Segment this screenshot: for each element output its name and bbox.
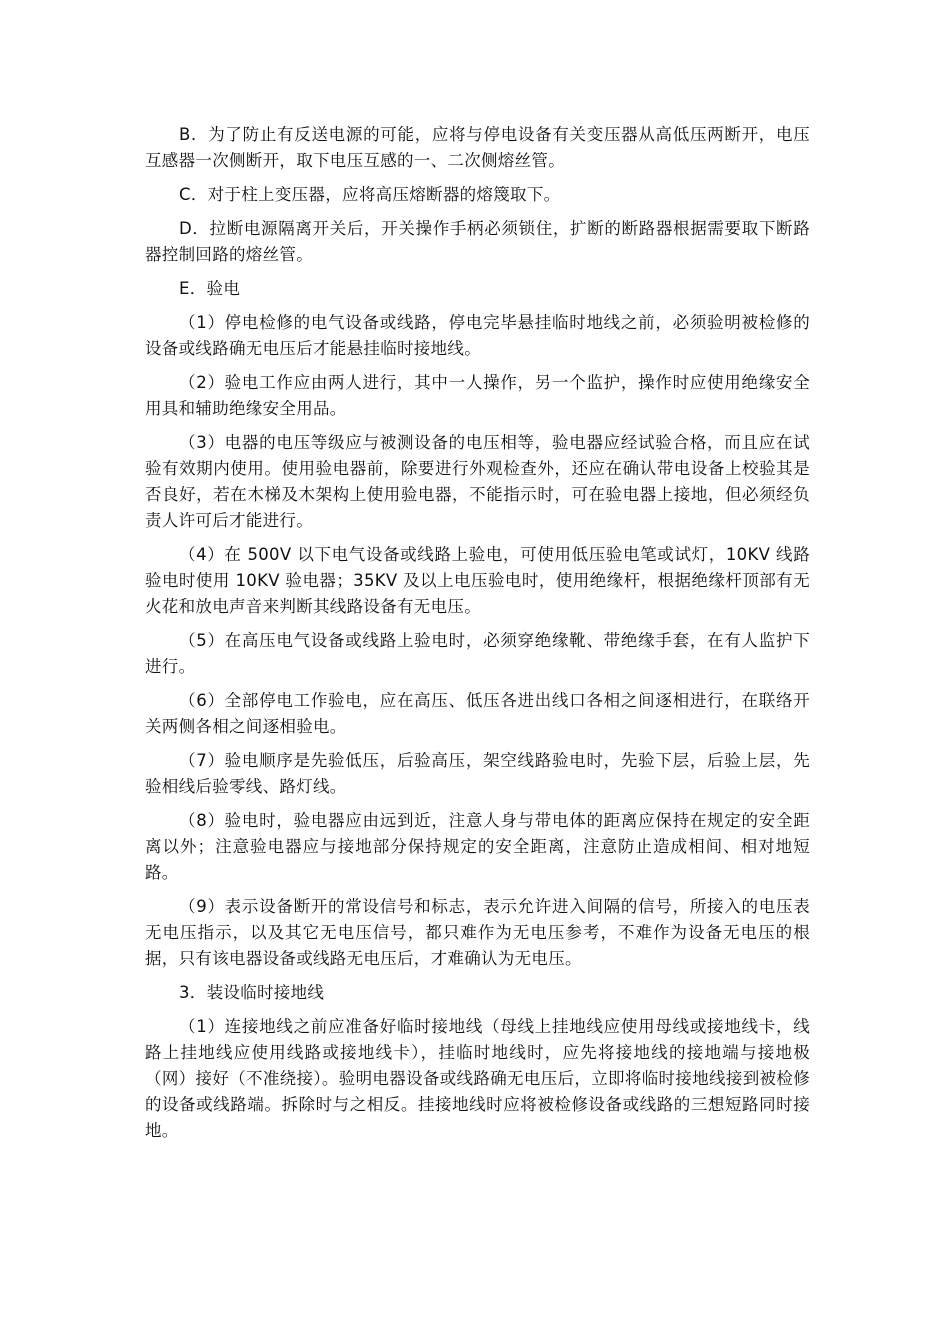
paragraph-ground-1: （1）连接地线之前应准备好临时接地线（母线上挂地线应使用母线或接地线卡，线路上挂地线应使用线路或接地线卡），挂临时地线时，应先将接地线的接地端与接地极（网）接好（不准绕接）。验明电器设备或线路确无电压后，立即将临时接地线接到被检修的设备或线路端。拆除时与之相反。挂接地线时应将被检修设备或线路的三想短路同时接地。 [145, 1017, 810, 1140]
document-body [145, 122, 810, 1152]
section-heading-e: E．验电 [179, 279, 241, 298]
paragraph-b: B．为了防止有反送电源的可能，应将与停电设备有关变压器从高低压两断开，电压互感器一次侧断开，取下电压互感的一、二次侧熔丝管。 [145, 125, 810, 170]
paragraph-d: D．拉断电源隔离开关后，开关操作手柄必须锁住，扩断的断路器根据需要取下断路器控制回路的熔丝管。 [145, 219, 810, 264]
paragraph-item-6: （6）全部停电工作验电，应在高压、低压各进出线口各相之间逐相进行，在联络开关两侧各相之间逐相验电。 [145, 691, 810, 736]
paragraph-item-2: （2）验电工作应由两人进行，其中一人操作，另一个监护，操作时应使用绝缘安全用具和辅助绝缘安全用品。 [145, 373, 810, 418]
paragraph-item-3: （3）电器的电压等级应与被测设备的电压相等，验电器应经试验合格，而且应在试验有效期内使用。使用验电器前，除要进行外观检查外，还应在确认带电设备上校验其是否良好，若在木梯及木架构上使用验电器，不能指示时，可在验电器上接地，但必须经负责人许可后才能进行。 [145, 433, 810, 530]
paragraph-item-9: （9）表示设备断开的常设信号和标志，表示允许进入间隔的信号，所接入的电压表无电压指示，以及其它无电压信号，都只难作为无电压参考，不难作为设备无电压的根据，只有该电器设备或线路无电压后，才难确认为无电压。 [145, 897, 810, 968]
paragraph-c: C．对于柱上变压器，应将高压熔断器的熔篾取下。 [179, 185, 561, 204]
paragraph-item-5: （5）在高压电气设备或线路上验电时，必须穿绝缘靴、带绝缘手套，在有人监护下进行。 [145, 631, 810, 676]
paragraph-item-1: （1）停电检修的电气设备或线路，停电完毕悬挂临时地线之前，必须验明被检修的设备或线路确无电压后才能悬挂临时接地线。 [145, 313, 810, 358]
paragraph-item-8: （8）验电时，验电器应由远到近，注意人身与带电体的距离应保持在规定的安全距离以外；注意验电器应与接地部分保持规定的安全距离，注意防止造成相间、相对地短路。 [145, 811, 810, 882]
paragraph-item-7: （7）验电顺序是先验低压，后验高压，架空线路验电时，先验下层，后验上层，先验相线后验零线、路灯线。 [145, 751, 810, 796]
paragraph-item-4: （4）在 500V 以下电气设备或线路上验电，可使用低压验电笔或试灯，10KV 线路验电时使用 10KV 验电器；35KV 及以上电压验电时，使用绝缘杆，根据绝缘杆顶部有无火花和放电声音来判断其线路设备有无电压。 [145, 545, 810, 616]
section-heading-3: 3．装设临时接地线 [179, 983, 325, 1002]
